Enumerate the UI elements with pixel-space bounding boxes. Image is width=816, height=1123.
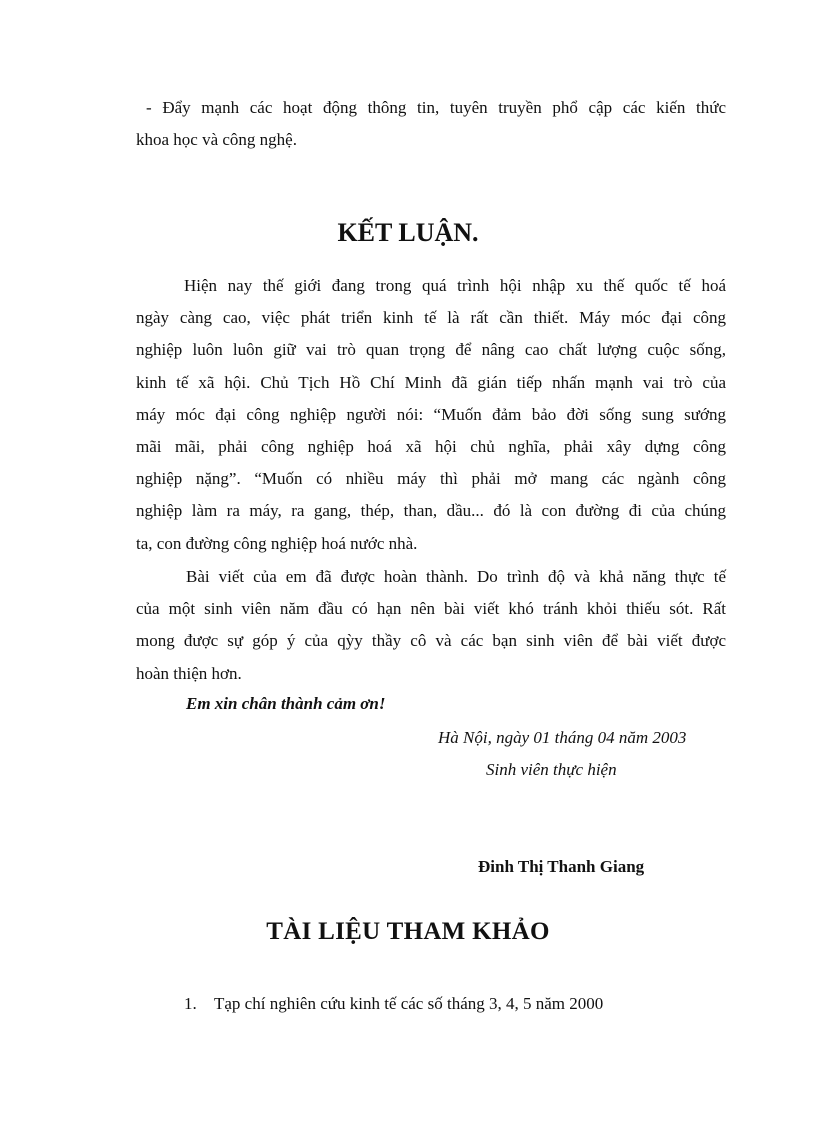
reference-text: Tạp chí nghiên cứu kinh tế các số tháng 3, 4, 5 năm 2000 — [214, 994, 604, 1013]
paragraph-line: ngày càng cao, việc phát triển kinh tế là rất cần thiết. Máy móc đại công — [136, 308, 726, 328]
conclusion-paragraph-1 — [136, 270, 726, 560]
reference-item — [184, 994, 603, 1014]
paragraph-line: mong được sự góp ý của qỳy thầy cô và các bạn sinh viên để bài viết được — [136, 631, 726, 651]
paragraph-line: máy móc đại công nghiệp người nói: “Muốn đảm bảo đời sống sung sướng — [136, 404, 726, 424]
paragraph-line: hoàn thiện hơn. — [136, 663, 242, 683]
conclusion-title: KẾT LUẬN. — [337, 218, 479, 247]
paragraph-line: của một sinh viên năm đầu có hạn nên bài viết khó tránh khỏi thiếu sót. Rất — [136, 599, 726, 619]
intro-line: khoa học và công nghệ. — [136, 130, 297, 150]
paragraph-line: nghiệp nặng”. “Muốn có nhiều máy thì phải mở mang các ngành công — [136, 469, 726, 489]
signer-role: Sinh viên thực hiện — [486, 760, 617, 779]
paragraph-line: Hiện nay thế giới đang trong quá trình hội nhập xu thế quốc tế hoá — [184, 276, 726, 295]
paragraph-line: mãi mãi, phải công nghiệp hoá xã hội chủ nghĩa, phải xây dựng công — [136, 436, 726, 456]
paragraph-line: nghiệp luôn luôn giữ vai trò quan trọng để nâng cao chất lượng cuộc sống, — [136, 340, 726, 360]
place-date: Hà Nội, ngày 01 tháng 04 năm 2003 — [438, 728, 687, 747]
signer-name: Đinh Thị Thanh Giang — [478, 857, 645, 876]
paragraph-line: ta, con đường công nghiệp hoá nước nhà. — [136, 533, 418, 553]
references-title: TÀI LIỆU THAM KHẢO — [266, 918, 550, 945]
paragraph-line: kinh tế xã hội. Chủ Tịch Hồ Chí Minh đã gián tiếp nhấn mạnh vai trò của — [136, 372, 726, 392]
paragraph-line: Bài viết của em đã được hoàn thành. Do trình độ và khả năng thực tế — [186, 567, 726, 586]
reference-number: 1. — [184, 994, 197, 1013]
conclusion-paragraph-2 — [136, 561, 726, 690]
thanks-line: Em xin chân thành cảm ơn! — [186, 694, 386, 713]
paragraph-line: nghiệp làm ra máy, ra gang, thép, than, dầu... đó là con đường đi của chúng — [136, 501, 726, 521]
intro-paragraph — [136, 92, 726, 156]
intro-line: - Đẩy mạnh các hoạt động thông tin, tuyên truyền phổ cập các kiến thức — [146, 98, 726, 117]
